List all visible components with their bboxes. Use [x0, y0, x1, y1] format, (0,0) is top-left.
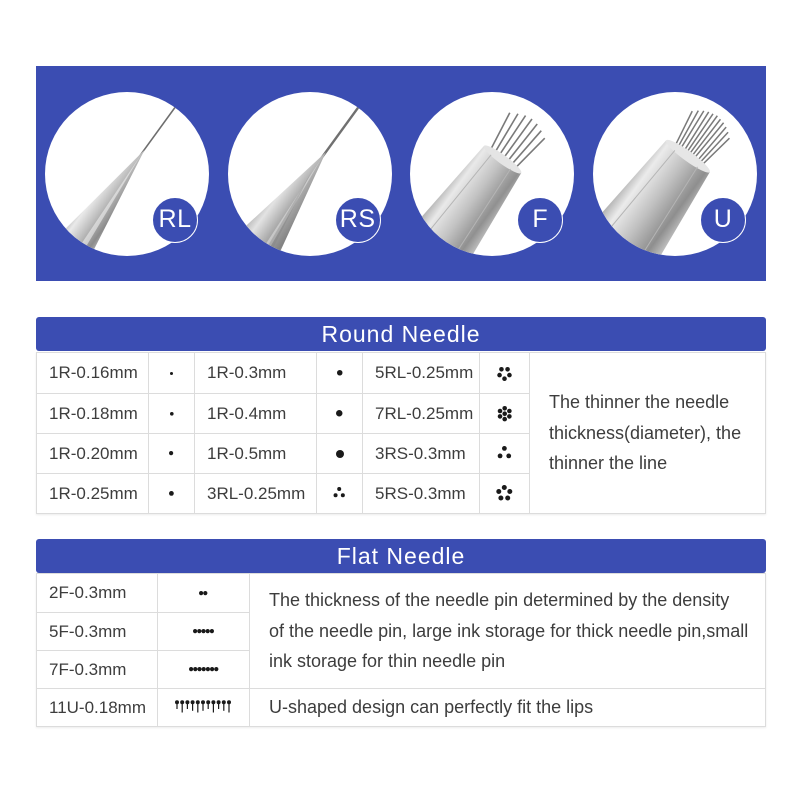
needle-tip-icon	[479, 393, 529, 433]
needle-tip-icon	[148, 433, 194, 473]
spec-cell: 5F-0.3mm	[37, 612, 157, 650]
spec-cell: 1R-0.4mm	[194, 393, 316, 433]
needle-tip-icon	[148, 353, 194, 393]
spec-cell: 11U-0.18mm	[37, 688, 157, 726]
spec-cell: 1R-0.16mm	[49, 363, 138, 382]
needle-tip-icon	[157, 574, 249, 612]
u-shaped-note: U-shaped design can perfectly fit the lips	[249, 688, 765, 726]
needle-tip-icon	[316, 473, 362, 513]
round-needle-table	[36, 352, 766, 514]
spec-cell: 1R-0.18mm	[37, 393, 148, 433]
needle-tip-icon	[148, 393, 194, 433]
round-needle-header: Round Needle	[36, 317, 766, 351]
needle-tip-icon	[157, 612, 249, 650]
spec-cell: 1R-0.20mm	[37, 433, 148, 473]
needle-type-badge-f: F	[517, 197, 563, 243]
spec-cell: 1R-0.25mm	[37, 473, 148, 513]
spec-cell: 7F-0.3mm	[37, 650, 157, 688]
needle-tip-icon	[479, 353, 529, 393]
banner-item-rs	[228, 92, 392, 256]
flat-needle-table	[36, 573, 766, 727]
flat-needle-header: Flat Needle	[36, 539, 766, 573]
needle-tip-icon	[479, 473, 529, 513]
needle-type-badge-u: U	[700, 197, 746, 243]
spec-cell: 1R-0.3mm	[194, 353, 316, 393]
needle-tip-icon	[148, 473, 194, 513]
banner-item-rl	[45, 92, 209, 256]
spec-cell: 2F-0.3mm	[49, 583, 127, 602]
round-needle-note: The thinner the needle thickness(diameter), the thinner the line	[529, 353, 765, 513]
spec-cell: 1R-0.5mm	[194, 433, 316, 473]
needle-tip-icon	[157, 688, 249, 726]
banner-item-u	[593, 92, 757, 256]
banner-item-f	[410, 92, 574, 256]
spec-cell: 7RL-0.25mm	[362, 393, 479, 433]
needle-types-banner	[36, 66, 766, 281]
needle-type-badge-rs: RS	[335, 197, 381, 243]
spec-cell: 5RS-0.3mm	[362, 473, 479, 513]
needle-tip-icon	[316, 433, 362, 473]
spec-cell: 3RS-0.3mm	[362, 433, 479, 473]
needle-tip-icon	[157, 650, 249, 688]
needle-tip-icon	[479, 433, 529, 473]
spec-cell: 3RL-0.25mm	[194, 473, 316, 513]
needle-tip-icon	[316, 393, 362, 433]
flat-needle-note: The thickness of the needle pin determined by the density of the needle pin, large ink storage for thick needle pin,small ink storage for thin needle pin	[249, 574, 765, 688]
spec-cell: 5RL-0.25mm	[362, 353, 479, 393]
needle-type-badge-rl: RL	[152, 197, 198, 243]
needle-tip-icon	[316, 353, 362, 393]
